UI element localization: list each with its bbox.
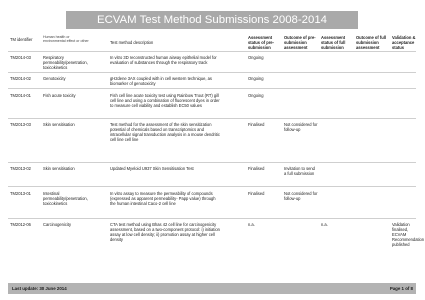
cell-description: In vitro 3D reconstructed human airway epithelial model for evaluation of substances through the respiratory track bbox=[110, 55, 217, 65]
cell-assessment-pre: Ongoing bbox=[248, 55, 264, 60]
cell-effect: Respiratory permeability/penetration, toxicokinetics bbox=[43, 55, 88, 70]
cell-description: gH2dene 3AX coupled with in cell western technique, as biomarker of genotoxicity bbox=[110, 76, 212, 86]
cell-description: Updated Myeloid U937 Skin Sensitisation Test bbox=[110, 166, 194, 171]
cell-effect: Skin sensitisation bbox=[43, 166, 75, 171]
page-number: Page 1 of 8 bbox=[389, 286, 413, 291]
cell-tm-id: TM2014-01 bbox=[10, 93, 31, 98]
cell-assessment-full: n.a. bbox=[321, 222, 328, 227]
header-outcome-pre: Outcome of pre-submission assessment bbox=[284, 35, 316, 50]
header-effect bbox=[43, 35, 89, 44]
cell-outcome-pre: Not considered for follow-up bbox=[284, 122, 318, 132]
row-divider bbox=[8, 118, 416, 119]
cell-effect: Genotoxicity bbox=[43, 76, 66, 81]
cell-assessment-pre: n.a. bbox=[248, 222, 255, 227]
cell-assessment-pre: Ongoing bbox=[248, 76, 264, 81]
cell-effect: Skin sensitisation bbox=[43, 122, 75, 127]
last-update-label: Last update: 30 June 2014 bbox=[12, 286, 67, 291]
cell-description: Fish cell line acute toxicity test using Rainbow Trout (RT) gill cell line and using a combination of fluorescent dyes in order to measure cell viability and establish EC50 values bbox=[110, 93, 220, 108]
cell-outcome-pre: Not considered for follow-up bbox=[284, 191, 318, 201]
cell-tm-id: TM2013-01 bbox=[10, 191, 31, 196]
cell-effect: Fish acute toxicity bbox=[43, 93, 76, 98]
footer-bar bbox=[8, 283, 416, 294]
cell-tm-id: TM2014-02 bbox=[10, 76, 31, 81]
header-tm-id: TM identifier bbox=[10, 37, 33, 42]
cell-description: CTA test method using Bhas 42 cell line for carcinogenicity assessment, based on a two-component protocol: i) initiation assay at low cell density; ii) promotion assay at higher cell density bbox=[110, 222, 220, 242]
cell-tm-id: TM2012-06 bbox=[10, 222, 31, 227]
row-divider bbox=[8, 72, 416, 73]
header-validation: Validation & acceptance status bbox=[392, 35, 416, 50]
cell-tm-id: TM2014-03 bbox=[10, 55, 31, 60]
header-outcome-full: Outcome of full submission assessment bbox=[356, 35, 387, 50]
header-divider bbox=[8, 51, 416, 52]
row-divider bbox=[8, 218, 416, 219]
row-divider bbox=[8, 186, 416, 187]
cell-tm-id: TM2013-02 bbox=[10, 166, 31, 171]
cell-description: In vitro assay to measure the permeability of compounds (expressed as apparent permeability- Papp value) through the human intestinal Caco-2 cell line bbox=[110, 191, 216, 206]
header-assessment-pre: Assessment status of pre-submission bbox=[248, 35, 274, 50]
cell-validation: Validation finalised, ECVAM Recommendation published bbox=[392, 222, 425, 247]
cell-assessment-pre: Finalised bbox=[248, 166, 265, 171]
cell-assessment-pre: Finalised bbox=[248, 122, 265, 127]
header-description: Test method description bbox=[110, 40, 154, 45]
cell-description: Test method for the assessment of the skin sensitization potential of chemicals based on transcriptomics and intracellular signal transduction analysis in a mouse dendritic cell line cell line bbox=[110, 122, 220, 142]
header-assessment-full: Assessment status of full submission bbox=[321, 35, 346, 50]
cell-assessment-pre: Finalised bbox=[248, 191, 265, 196]
row-divider bbox=[8, 162, 416, 163]
cell-effect: Carcinogenicity bbox=[43, 222, 71, 227]
cell-tm-id: TM2013-03 bbox=[10, 122, 31, 127]
cell-effect: Intestinal permeability/penetration, toxicokinetics bbox=[43, 191, 88, 206]
cell-assessment-pre: Ongoing bbox=[248, 93, 264, 98]
document-title: ECVAM Test Method Submissions 2008-2014 bbox=[66, 11, 358, 29]
row-divider bbox=[8, 88, 416, 89]
header-effect-label: Human health or environmental effect or other bbox=[43, 35, 89, 44]
cell-outcome-pre: Invitation to send a full submission bbox=[284, 166, 315, 176]
